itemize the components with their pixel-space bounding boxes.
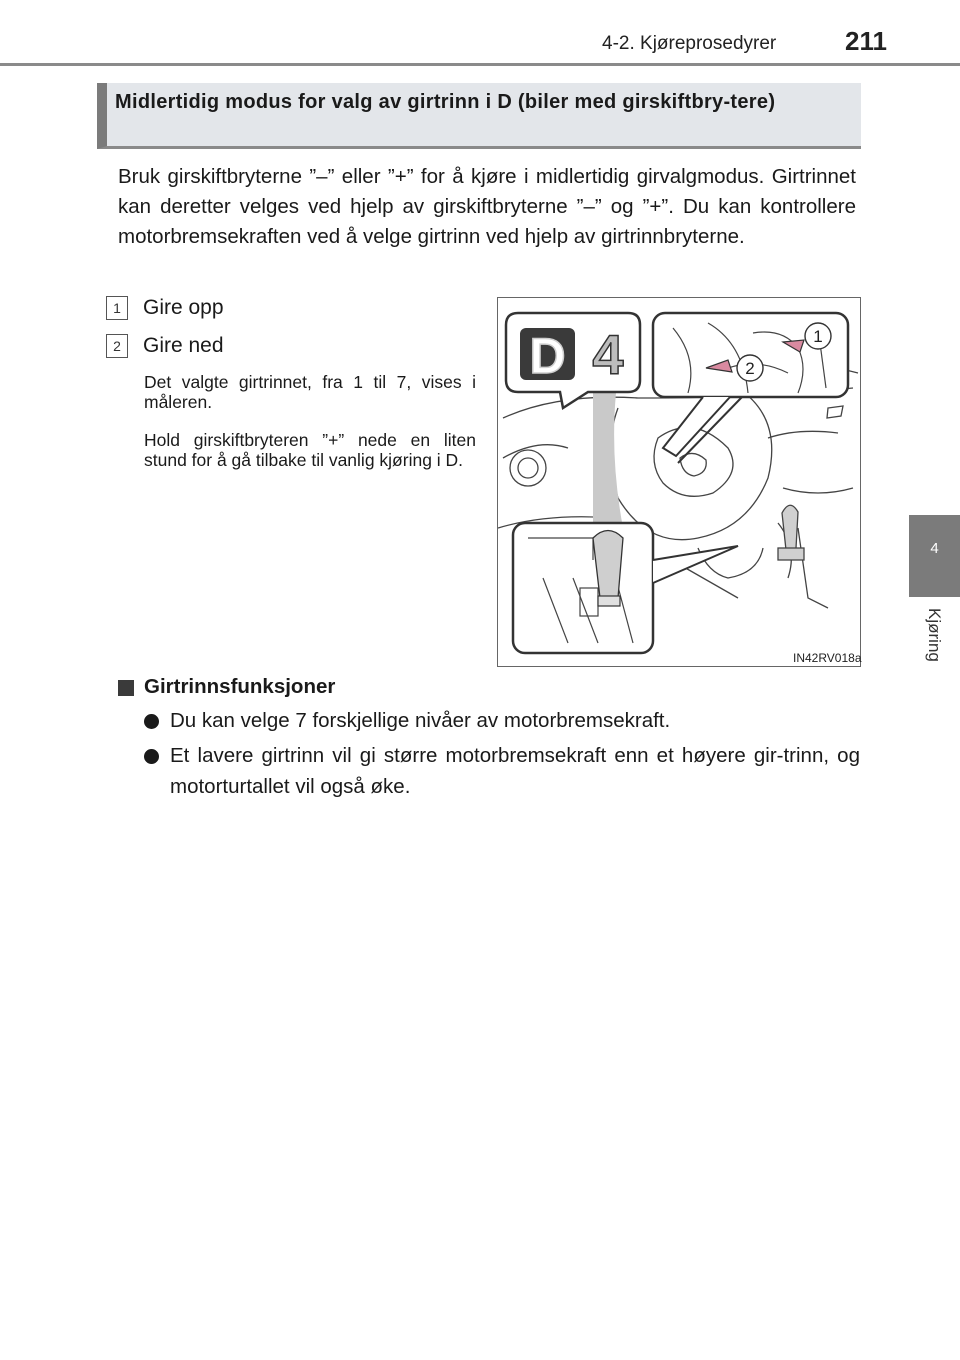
figure-code: IN42RV018a — [793, 651, 862, 665]
step-number-badge: 2 — [106, 334, 128, 358]
cockpit-illustration — [498, 298, 859, 665]
chapter-label: Kjøring — [925, 608, 944, 662]
note-paragraph: Det valgte girtrinnet, fra 1 til 7, vises i måleren. — [144, 372, 476, 412]
page-number: 211 — [845, 26, 887, 56]
bullet-icon — [144, 714, 159, 729]
gear-display-callout — [506, 313, 640, 408]
display-digit: 4 — [592, 323, 624, 386]
section-heading: Girtrinnsfunksjoner — [144, 675, 336, 698]
chapter-number: 4 — [930, 540, 939, 557]
bullet-icon — [144, 749, 159, 764]
bullet-text: Du kan velge 7 forskjellige nivåer av motorbremsekraft. — [170, 709, 671, 732]
step-number-badge: 1 — [106, 296, 128, 320]
display-letter: D — [529, 328, 566, 384]
section-header: 4-2. Kjøreprosedyrer — [602, 33, 777, 54]
callout-number-2: 2 — [745, 359, 755, 378]
step-label: Gire opp — [143, 296, 224, 319]
header-divider — [0, 63, 960, 66]
step-label: Gire ned — [143, 334, 224, 357]
bullet-text: Et lavere girtrinn vil gi større motorbremsekraft enn et høyere gir-trinn, og motorturtallet vil også øke. — [170, 744, 860, 798]
illustration-frame — [497, 297, 861, 667]
note-paragraph: Hold girskiftbryteren ”+” nede en liten stund for å gå tilbake til vanlig kjøring i D. — [144, 430, 476, 470]
paddle-shifter-callout — [653, 313, 848, 463]
section-marker-icon — [118, 680, 134, 696]
gear-selector-callout — [513, 523, 738, 653]
page-title: Midlertidig modus for valg av girtrinn i D (biler med girskiftbry-tere) — [115, 91, 776, 113]
callout-number-1: 1 — [813, 327, 823, 346]
intro-paragraph: Bruk girskiftbryterne ”–” eller ”+” for å kjøre i midlertidig girvalgmodus. Girtrinnet kan deretter velges ved hjelp av girskiftbryterne ”–” og ”+”. Du kan kontrollere motorbremsekraften ved å velge girtrinn ved hjelp av girtrinnbryterne. — [118, 165, 856, 248]
